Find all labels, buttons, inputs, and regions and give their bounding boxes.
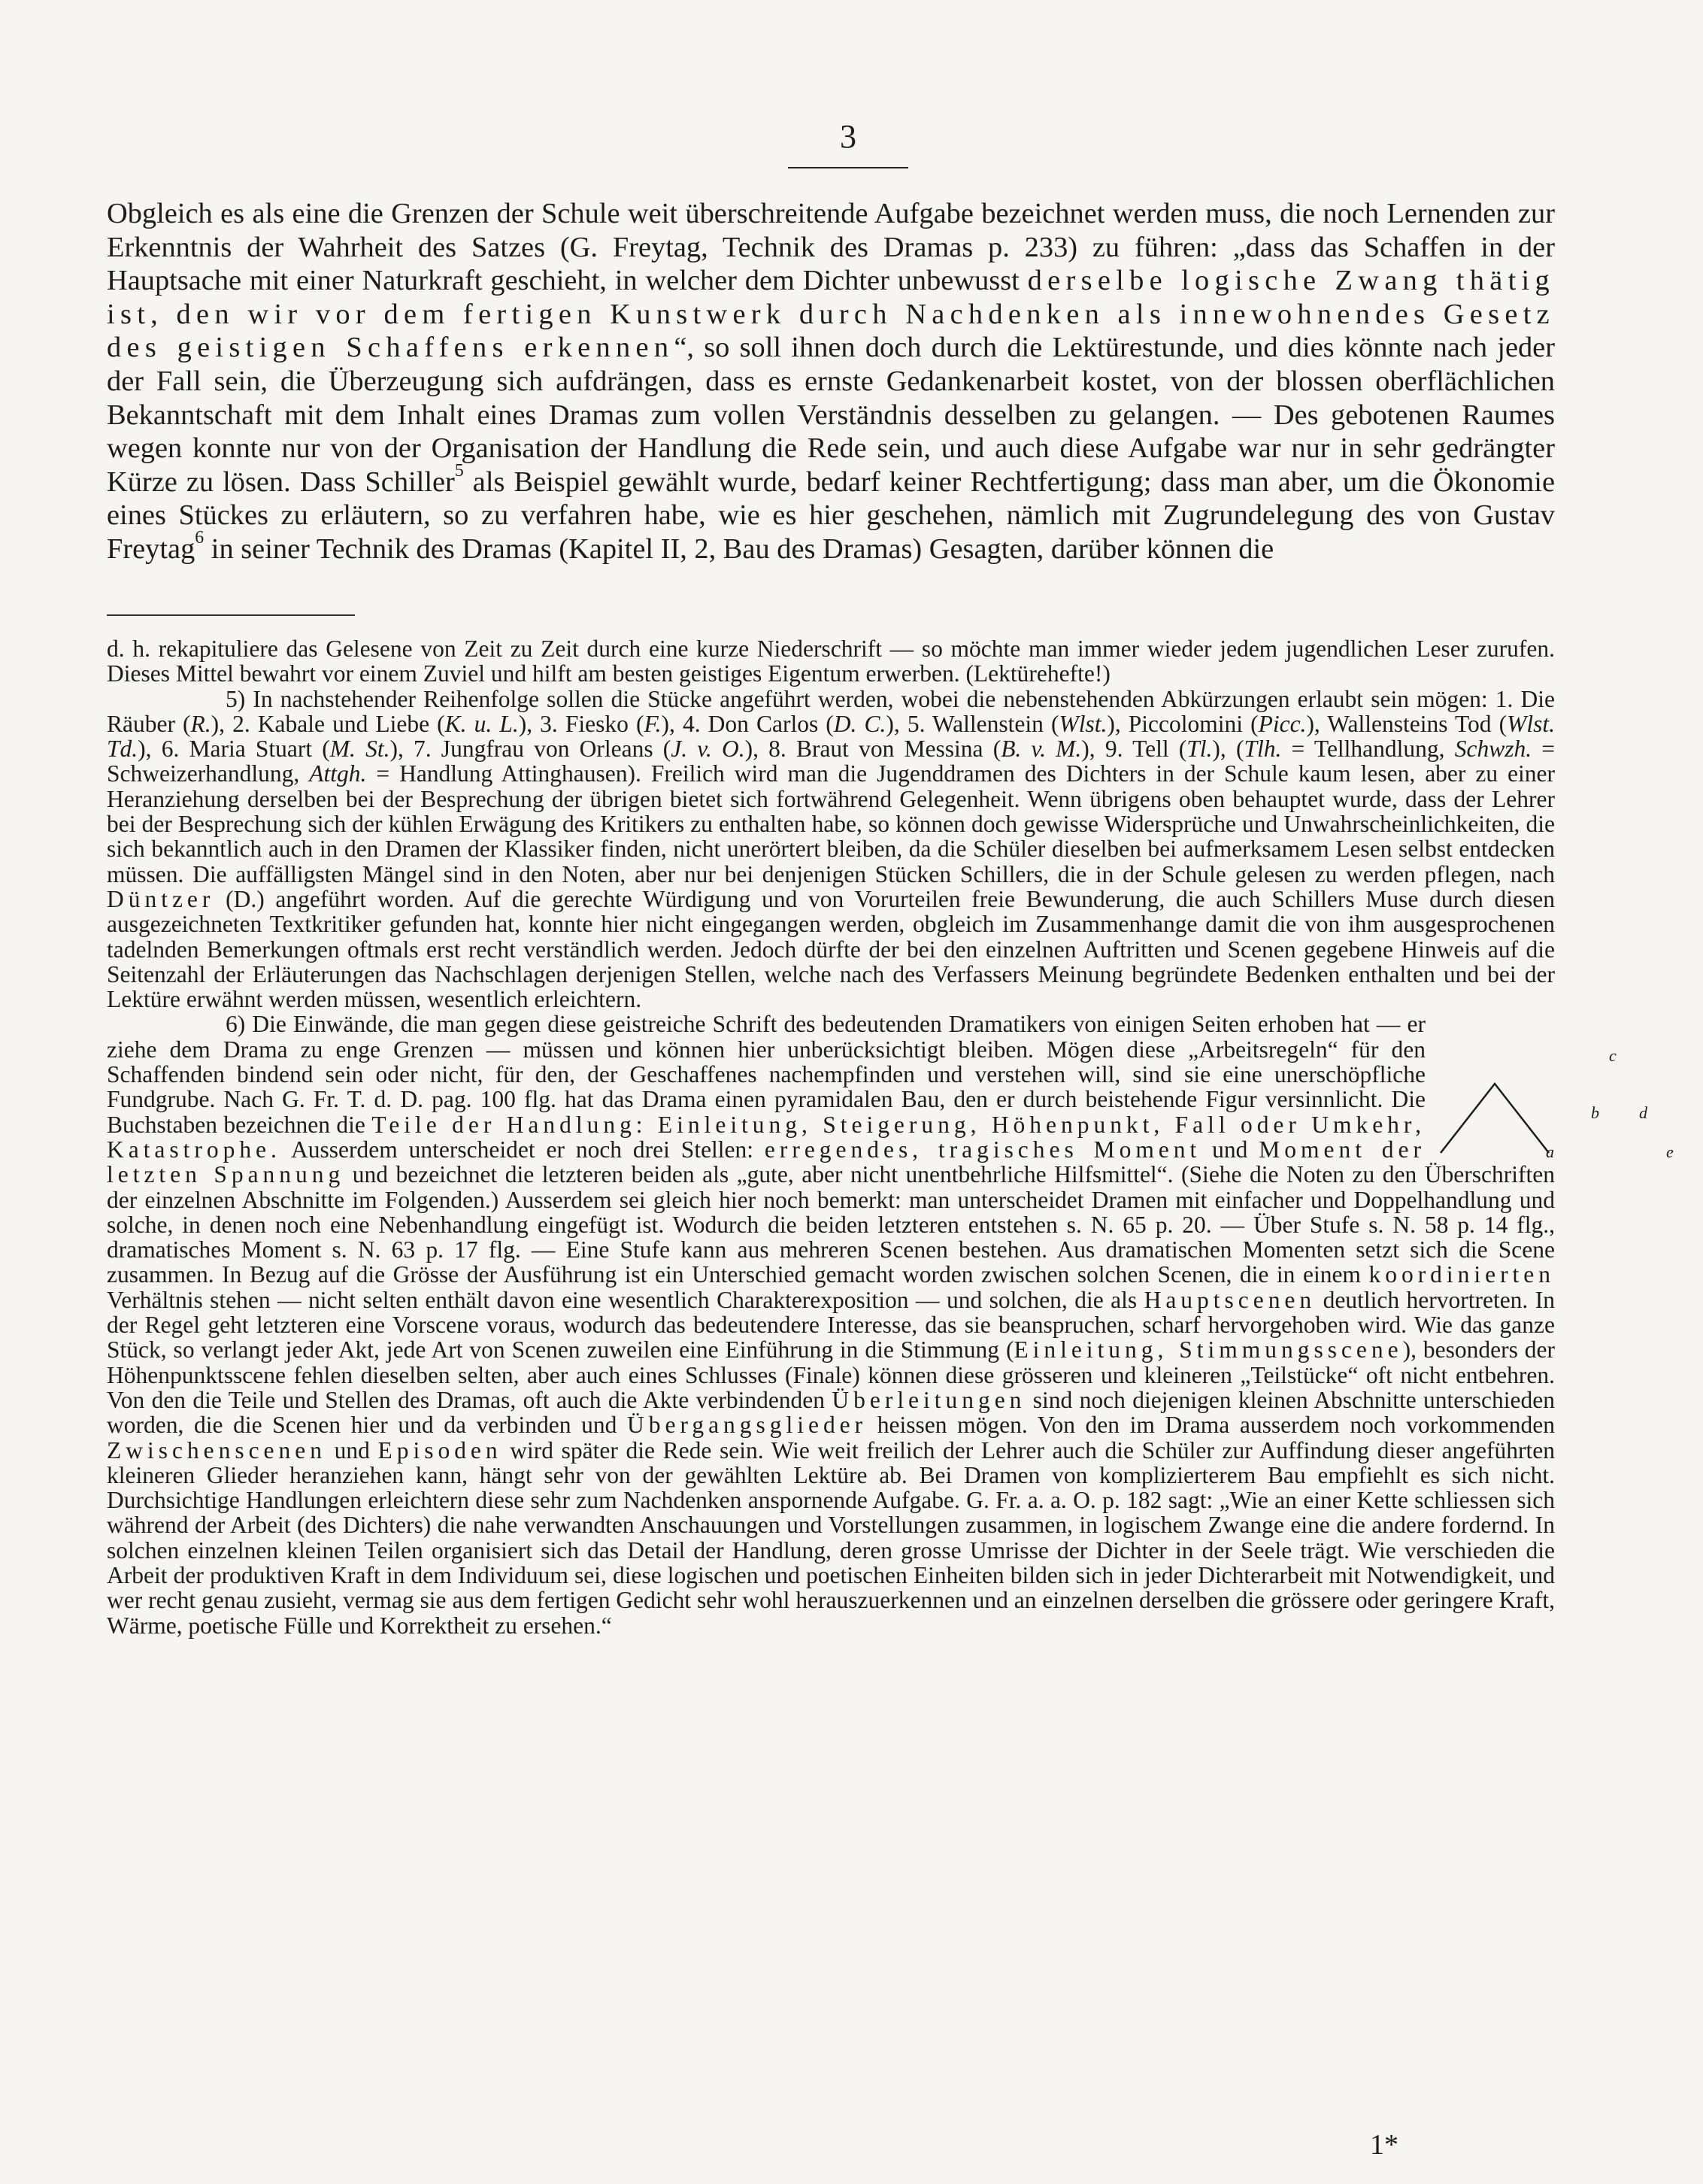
figure-label-d: d <box>1639 1103 1647 1123</box>
text-run: “, so soll ihnen doch durch die Lektürestunde, und dies könnte nach jeder der Fall sein, die Überzeugung sich aufdrängen, dass es ernste Gedankenarbeit kostet, von der blossen oberflächlichen Bekanntschaft mit dem Inhalt eines Dramas zum vollen Verständnis desselben zu gelangen. — Des gebotenen Raumes wegen konnte nur von der Organisation der Handlung die Rede sein, und auch diese Aufgabe war nur in sehr gedrängter Kürze zu lösen. Dass Schiller <box>107 332 1556 498</box>
abbrev: Tlh. <box>1244 736 1282 763</box>
pyramid-figure <box>1435 1012 1674 1162</box>
page-number-rule <box>788 167 908 168</box>
text-run: als Beispiel gewählt wurde, bedarf keiner Rechtfertigung; dass man aber, um die Ökonomie eines Stückes zu erläutern, so zu verfahren habe, wie es hier geschehen, nämlich mit Zugrundelegung des von Gustav Freytag <box>107 466 1555 565</box>
page-number: 3 <box>840 118 856 155</box>
text-run: ), besonders der Höhenpunktsscene fehlen dieselben selten, aber auch eines Schlusses (Finale) können diese grösseren und kleineren „Teilstücke“ oft nicht entbehren. Von den die Teile und Stellen des Dramas, oft auch die Akte verbindenden <box>107 1336 1555 1413</box>
text-run: ), 6. Maria Stuart ( <box>138 736 330 763</box>
abbrev: Wlst. <box>1059 710 1108 737</box>
footnote-5 <box>107 687 1555 1012</box>
spaced-text: erregendes, tragisches Moment <box>764 1136 1201 1163</box>
text-run: in seiner Technik des Dramas (Kapitel II, 2, Bau des Dramas) Gesagten, darüber können die <box>204 532 1274 565</box>
signature-mark: 1* <box>1370 2129 1398 2161</box>
spaced-text: Zwischenscenen <box>107 1436 326 1464</box>
abbrev: Wlst. Td. <box>107 710 1555 763</box>
spaced-quote: derselbe logische Zwang thätig ist, den wir vor dem fertigen Kunstwerk durch Nachdenken als innewohnendes Gesetz des geistigen Schaffens erkennen <box>107 265 1555 364</box>
pyramid-diagram <box>1435 1012 1555 1159</box>
text-run: und <box>326 1436 378 1464</box>
text-run: Verhältnis stehen — nicht selten enthält davon eine wesentlich Charakterexposition — und solchen, die als <box>107 1286 1144 1313</box>
footnote-ref-5: 5 <box>454 460 464 481</box>
text-run: und <box>1201 1136 1259 1163</box>
footnote-separator <box>107 614 355 616</box>
spaced-text: Moment der letzten Spannung <box>107 1136 1426 1188</box>
abbrev: M. St. <box>329 736 390 763</box>
text-run: ), 4. Don Carlos ( <box>661 710 834 737</box>
text-run: ), 9. Tell ( <box>1081 736 1187 763</box>
abbrev: Attgh. <box>309 760 367 787</box>
text-run: deutlich hervortreten. In der Regel geht letzteren eine Vorscene voraus, wodurch das bedeutendere Interesse, das sie beanspruchen, scharf hervorgehoben wird. Wie das ganze Stück, so verlangt jeder Akt, jede Art von Scenen zuweilen eine Einführung in die Stimmung ( <box>107 1286 1556 1363</box>
text-run: = Schweizerhandlung, <box>107 736 1556 787</box>
abbrev: F. <box>644 710 662 737</box>
text-run: 6) Die Einwände, die man gegen diese geistreiche Schrift des bedeutenden Dramatikers von einigen Seiten erhoben hat — er ziehe dem Drama zu enge Grenzen — müssen und können hier unberücksichtigt bleiben. Mögen diese „Arbeitsregeln“ für den Schaffenden bindend sein oder nicht, für den, der Geschaffenes nachempfinden und verstehen will, sind sie eine unerschöpfliche Fundgrube. Nach G. Fr. T. d. D. pag. 100 flg. hat das Drama einen pyramidalen Bau, den er durch beistehende Figur versinnlicht. Die Buchstaben bezeichnen die <box>107 1011 1426 1138</box>
main-text <box>107 197 1555 566</box>
text-run: ), Wallensteins Tod ( <box>1306 710 1508 737</box>
text-run: Ausserdem unterscheidet er noch drei Stellen: <box>280 1136 765 1163</box>
text-run: ), 5. Wallenstein ( <box>886 710 1059 737</box>
footnotes <box>107 635 1674 1639</box>
spaced-text: Übergangsglieder <box>627 1412 868 1439</box>
text-run: ), 8. Braut von Messina ( <box>744 736 1001 763</box>
spaced-text: koordinierten <box>1368 1261 1555 1288</box>
abbrev: Picc. <box>1258 710 1307 737</box>
text-run: ), Piccolomini ( <box>1107 710 1259 737</box>
text-run: (D.) angeführt worden. Auf die gerechte Würdigung und von Vorurteilen freie Bewunderung, die auch Schillers Muse durch diesen ausgezeichneten Textkritiker gefunden hat, konnte hier nicht eingegangen werden, obgleich im Zusammenhange damit die von ihm ausgesprochenen tadelnden Bemerkungen oftmals erst recht verständlich werden. Jedoch dürfte der bei den einzelnen Auftritten und Scenen gegebene Hinweis auf die Seitenzahl der Erläuterungen das Nachschlagen derjenigen Stellen, welche nach des Verfassers Meinung begründete Bedenken enthalten und bei der Lektüre erwähnt werden müssen, wesentlich erleichtern. <box>107 885 1555 1013</box>
figure-label-e: e <box>1666 1142 1674 1162</box>
abbrev: J. v. O. <box>671 736 745 763</box>
footnote-6 <box>107 1011 1674 1639</box>
text-run: wird später die Rede sein. Wie weit freilich der Lehrer auch die Schüler zur Auffindung dieser angeführten kleineren Glieder heranziehen kann, hängt sehr von der gewählten Lektüre ab. Bei Dramen von komplizierterem Bau empfiehlt es sich nicht. Durchsichtige Handlungen erleichtern diese sehr zum Nachdenken anspornende Aufgabe. G. Fr. a. a. O. p. 182 sagt: „Wie an einer Kette schliessen sich während der Arbeit (des Dichters) die nahe verwandten Anschauungen und Vorstellungen zusammen, in logischem Zwange eine die andere fordernd. In solchen einzelnen kleinen Teilen organisiert sich das Detail der Handlung, deren grosse Umrisse der Dichter in der Seele trägt. Wie verschieden die Arbeit der produktiven Kraft in dem Individuum sei, diese logischen und poetischen Einheiten bilden sich in jeder Dichterarbeit mit Notwendigkeit, und wer recht genau zusieht, vermag sie aus dem fertigen Gedicht sehr wohl herauszuerkennen und an einzelnen derselben die grössere oder geringere Kraft, Wärme, poetische Fülle und Korrektheit zu ersehen.“ <box>107 1436 1555 1639</box>
abbrev: Tl. <box>1186 736 1213 763</box>
footnote-4-continuation: d. h. rekapituliere das Gelesene von Zeit zu Zeit durch eine kurze Niederschrift — so möchte man immer wieder jedem jugendlichen Leser zurufen. Dieses Mittel bewahrt vor einem Zuviel und hilft am besten geistiges Eigentum erwerben. (Lektürehefte!) <box>107 635 1555 687</box>
footnote-ref-6: 6 <box>195 527 205 548</box>
abbrev: R. <box>190 710 211 737</box>
text-run: sind noch diejenigen kleinen Abschnitte unterschieden worden, die die Scenen hier und da verbinden und <box>107 1386 1555 1439</box>
spaced-text: Episoden <box>377 1436 502 1464</box>
abbrev: Schwzh. <box>1454 736 1532 763</box>
spaced-text: Teile der Handlung: Einleitung, Steigerung, Höhenpunkt, Fall oder Umkehr, Katastrophe. <box>107 1111 1426 1163</box>
text-run: heissen mögen. Von den im Drama ausserdem noch vorkommenden <box>867 1412 1555 1439</box>
text-run: = Tellhandlung, <box>1281 736 1455 763</box>
abbrev: D. C. <box>833 710 886 737</box>
text-run: ), 2. Kabale und Liebe ( <box>211 710 445 737</box>
text-run: 5) In nachstehender Reihenfolge sollen die Stücke angeführt werden, wobei die nebenstehenden Abkürzungen erlaubt sein mögen: 1. Die Räuber ( <box>107 685 1555 737</box>
text-run: und bezeichnet die letzteren beiden als „gute, aber nicht unentbehrliche Hilfsmittel“. (Siehe die Noten zu den Überschriften der einzelnen Abschnitte im Folgenden.) Ausserdem sei gleich hier noch bemerkt: man unterscheidet Dramen mit einfacher und Doppelhandlung und solche, in denen noch eine Nebenhandlung eingefügt ist. Wodurch die beiden letzteren entstehen s. N. 65 p. 20. — Über Stufe s. N. 58 p. 14 flg., dramatisches Moment s. N. 63 p. 17 flg. — Eine Stufe kann aus mehreren Scenen bestehen. Aus dramatischen Momenten setzt sich die Scene zusammen. In Bezug auf die Grösse der Ausführung ist ein Unterschied gemacht worden zwischen solchen Scenen, die in einem <box>107 1161 1555 1288</box>
spaced-text: Überleitungen <box>832 1386 1026 1413</box>
abbrev: B. v. M. <box>1001 736 1082 763</box>
text-run: ), 7. Jungfrau von Orleans ( <box>389 736 671 763</box>
text-run: ), 3. Fiesko ( <box>518 710 644 737</box>
text-run: ), ( <box>1212 736 1244 763</box>
abbrev: K. u. L. <box>444 710 519 737</box>
text-run: = Handlung Attinghausen). Freilich wird man die Jugenddramen des Dichters in der Schule kaum lesen, aber zu einer Heranziehung derselben bei der Besprechung der übrigen bietet sich fortwährend Gelegenheit. Wenn übrigens oben behauptet wurde, dass der Lehrer bei der Besprechung sich der kühlen Erwägung des Kritikers zu enthalten habe, so können doch gewisse Widersprüche und Unwahrscheinlichkeiten, die sich bekanntlich auch in den Dramen der Klassiker finden, nicht unerörtert bleiben, da die Schüler dieselben bei aufmerksamem Lesen selbst entdecken müssen. Die auffälligsten Mängel sind in den Noten, aber nur bei denjenigen Stücken Schillers, die in der Schule gelesen zu werden pflegen, nach <box>107 760 1555 887</box>
spaced-name: Düntzer <box>107 885 215 912</box>
spaced-text: Hauptscenen <box>1144 1286 1317 1313</box>
figure-label-a: a <box>1546 1142 1554 1162</box>
main-paragraph <box>107 197 1555 566</box>
text-run: Obgleich es als eine die Grenzen der Schule weit überschreitende Aufgabe bezeichnet werden muss, die noch Lernenden zur Erkenntnis der Wahrheit des Satzes (G. Freytag, Technik des Dramas p. 233) zu führen: „dass das Schaffen in der Hauptsache mit einer Naturkraft geschieht, in welcher dem Dichter unbewusst <box>107 198 1555 297</box>
figure-label-c: c <box>1609 1046 1617 1066</box>
figure-label-b: b <box>1591 1103 1599 1123</box>
spaced-text: Einleitung, Stimmungsscene <box>1014 1336 1403 1363</box>
